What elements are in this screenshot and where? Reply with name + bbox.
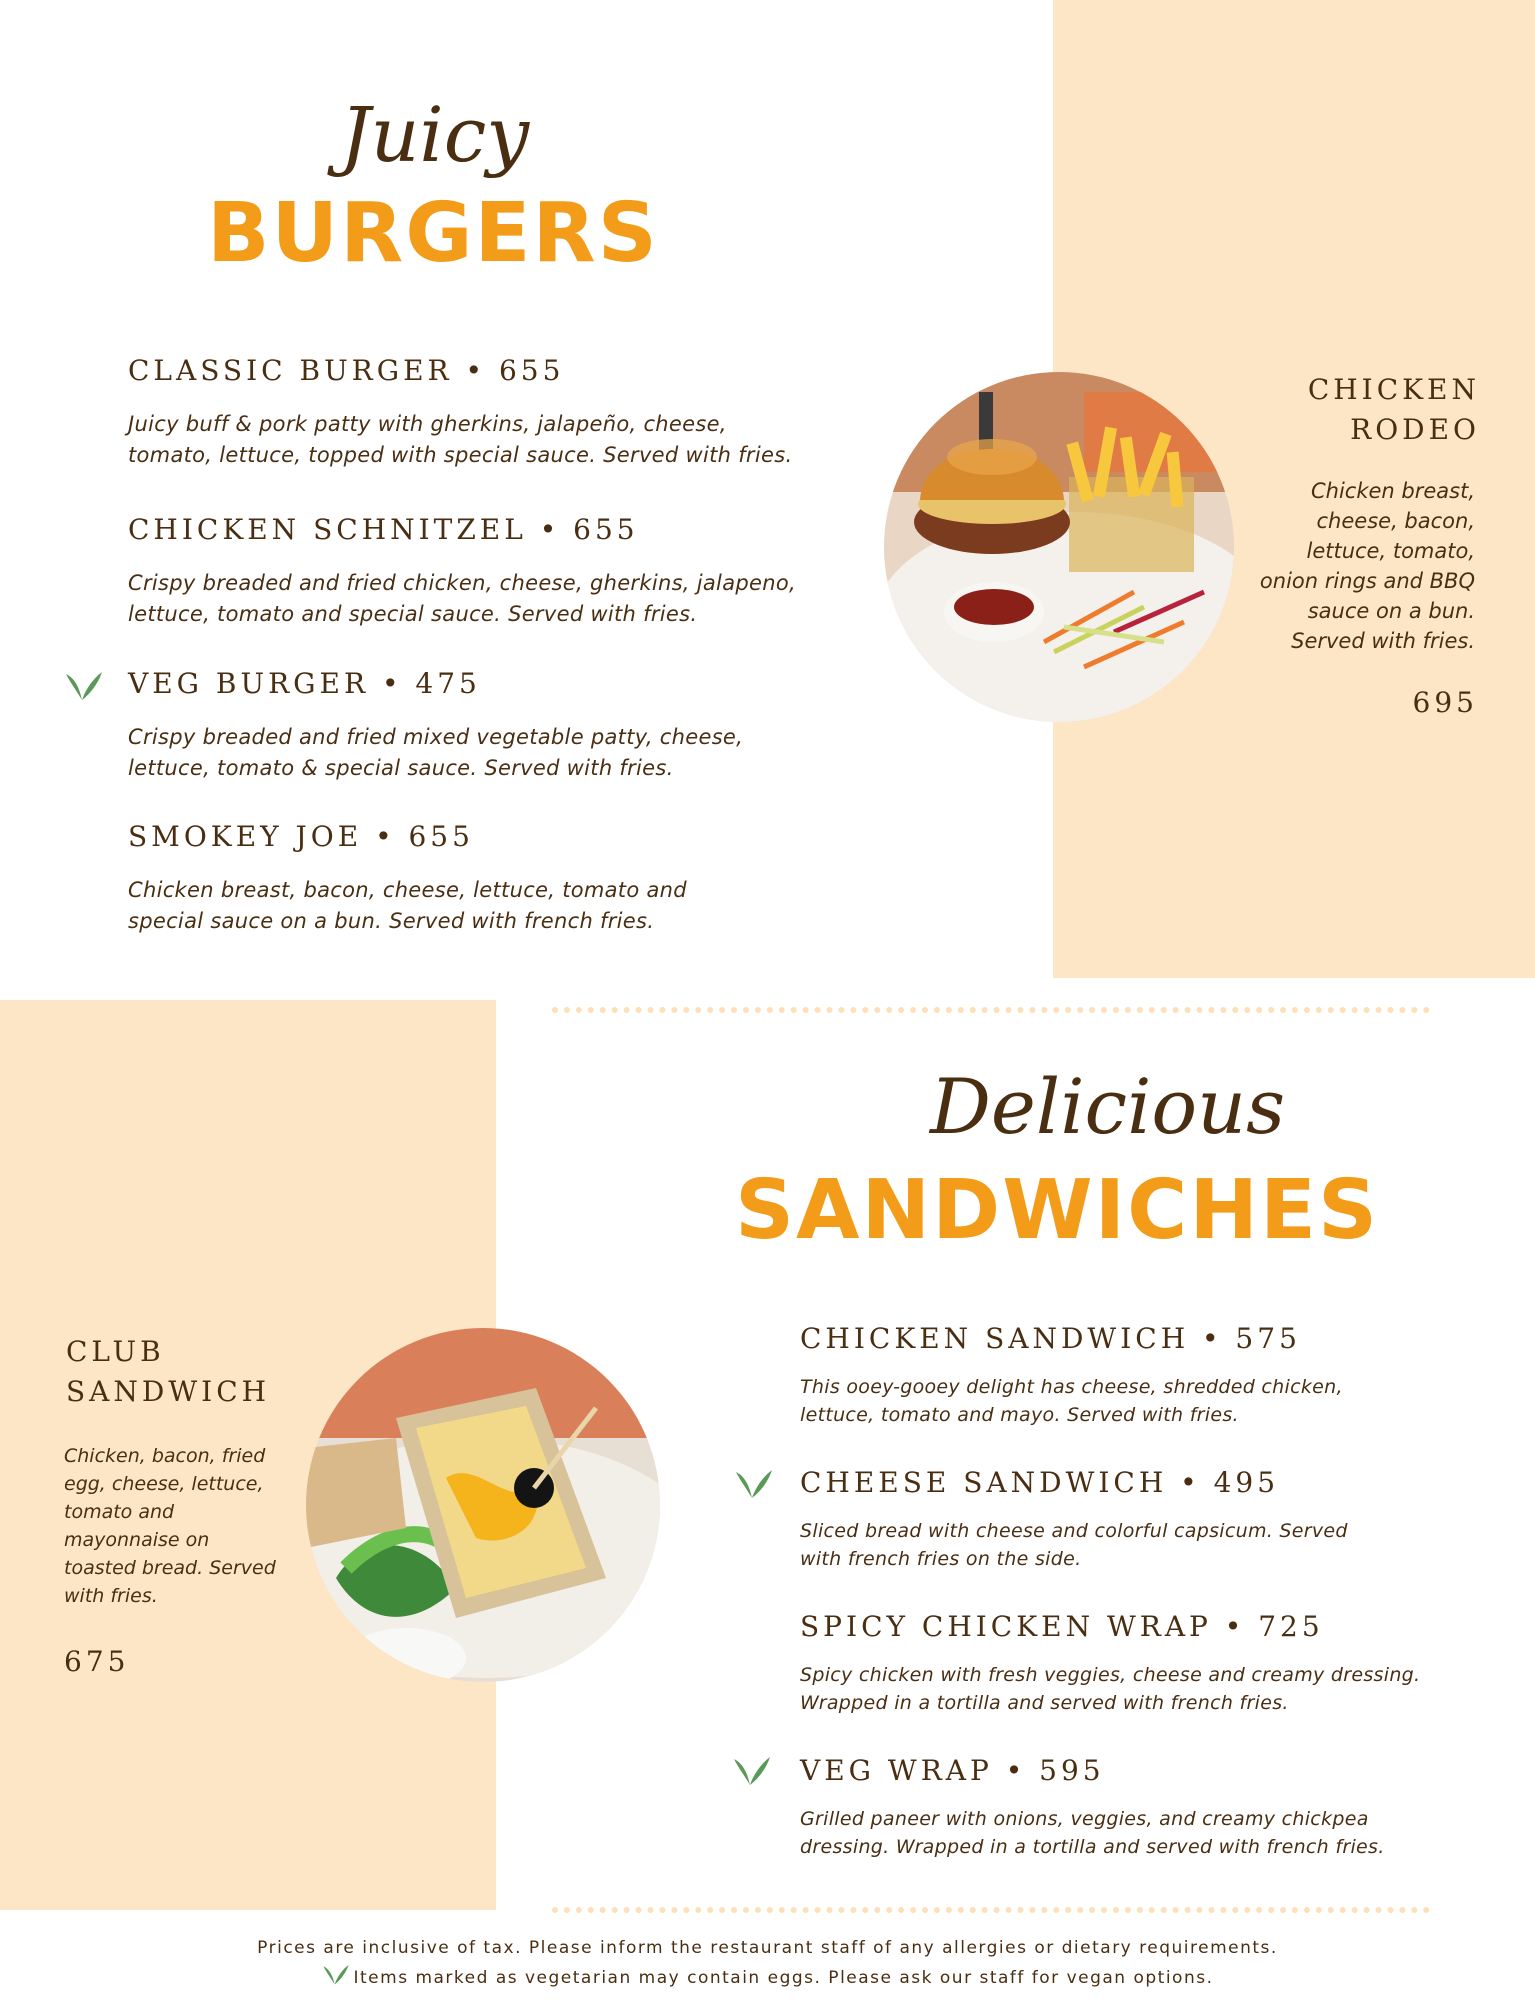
item-description: Chicken breast, bacon, cheese, lettuce, tomato and special sauce on a bun. Served with french fries. <box>128 878 687 933</box>
item-description: Crispy breaded and fried chicken, cheese, gherkins, jalapeno, lettuce, tomato and special sauce. Served with fries. <box>128 571 796 626</box>
leaf-icon <box>322 1962 350 1986</box>
item-description: Spicy chicken with fresh veggies, cheese and creamy dressing. Wrapped in a tortilla and served with french fries. <box>800 1664 1421 1714</box>
leaf-icon <box>64 668 104 702</box>
leaf-icon <box>732 1753 772 1787</box>
item-description: Juicy buff & pork patty with gherkins, jalapeño, cheese, tomato, lettuce, topped with special sauce. Served with fries. <box>128 412 793 467</box>
featured-description: Chicken, bacon, fried egg, cheese, lettuce, tomato and mayonnaise on toasted bread. Served with fries. <box>64 1445 276 1607</box>
item-title: VEG WRAP • 595 <box>800 1754 1105 1787</box>
menu-item-classic-burger <box>128 354 792 471</box>
item-title: CHEESE SANDWICH • 495 <box>800 1466 1280 1499</box>
item-title: CLASSIC BURGER • 655 <box>128 354 565 387</box>
burgers-heading: BURGERS <box>207 186 659 281</box>
featured-title: CHICKEN RODEO <box>1307 373 1480 446</box>
divider <box>552 1907 1430 1913</box>
featured-price: 695 <box>1412 686 1478 719</box>
item-title: CHICKEN SCHNITZEL • 655 <box>128 513 639 546</box>
featured-description: Chicken breast, cheese, bacon, lettuce, tomato, onion rings and BBQ sauce on a bun. Served with fries. <box>1259 479 1475 653</box>
menu-item-chicken-schnitzel <box>128 513 796 630</box>
burger-photo <box>884 372 1234 722</box>
menu-item-veg-wrap <box>800 1754 1385 1861</box>
menu-item-spicy-chicken-wrap <box>800 1610 1420 1717</box>
item-description: Grilled paneer with onions, veggies, and creamy chickpea dressing. Wrapped in a tortilla and served with french fries. <box>800 1808 1385 1858</box>
burgers-script-heading: Juicy <box>340 90 530 179</box>
footer-vegetarian-text: Items marked as vegetarian may contain eggs. Please ask our staff for vegan options. <box>353 1968 1214 1988</box>
item-title: SMOKEY JOE • 655 <box>128 820 474 853</box>
sandwiches-script-heading: Delicious <box>930 1062 1286 1151</box>
menu-item-cheese-sandwich <box>800 1466 1348 1573</box>
item-title: VEG BURGER • 475 <box>128 667 481 700</box>
item-title: SPICY CHICKEN WRAP • 725 <box>800 1610 1324 1643</box>
footer-note-vegetarian <box>0 1962 1535 1988</box>
menu-item-veg-burger <box>128 667 743 784</box>
sandwich-photo <box>306 1328 660 1682</box>
leaf-icon <box>734 1466 774 1500</box>
item-description: Crispy breaded and fried mixed vegetable patty, cheese, lettuce, tomato & special sauce. Served with fries. <box>128 725 744 780</box>
footer-note-prices: Prices are inclusive of tax. Please inform the restaurant staff of any allergies or dietary requirements. <box>257 1938 1278 1958</box>
menu-item-chicken-sandwich <box>800 1322 1343 1429</box>
item-description: This ooey-gooey delight has cheese, shredded chicken, lettuce, tomato and mayo. Served with fries. <box>800 1376 1343 1426</box>
item-description: Sliced bread with cheese and colorful capsicum. Served with french fries on the side. <box>800 1520 1348 1570</box>
featured-title: CLUB SANDWICH <box>66 1335 271 1408</box>
item-title: CHICKEN SANDWICH • 575 <box>800 1322 1301 1355</box>
featured-price: 675 <box>64 1645 130 1678</box>
sandwiches-heading: SANDWICHES <box>735 1163 1380 1258</box>
menu-item-smokey-joe <box>128 820 687 937</box>
divider <box>552 1007 1430 1013</box>
